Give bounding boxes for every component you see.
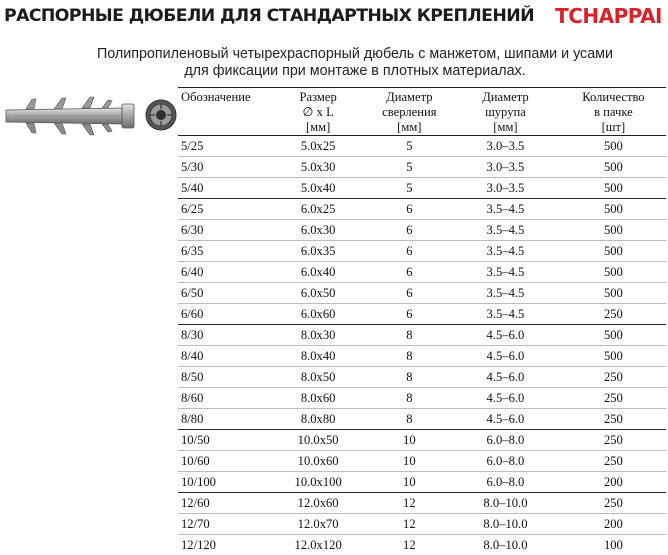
size-cell: 6.0x35	[268, 241, 369, 262]
size-cell: 6.0x60	[268, 304, 369, 325]
description-line-2: для фиксации при монтаже в плотных материалах.	[60, 63, 650, 80]
screw-diameter-cell: 3.5–4.5	[450, 304, 561, 325]
screw-diameter-cell: 6.0–8.0	[450, 472, 561, 493]
drill-diameter-cell: 6	[369, 283, 451, 304]
spec-table	[178, 87, 666, 555]
table-row	[178, 472, 666, 493]
quantity-cell: 250	[561, 493, 666, 514]
page-title: РАСПОРНЫЕ ДЮБЕЛИ ДЛЯ СТАНДАРТНЫХ КРЕПЛЕНИЙ	[4, 6, 534, 26]
designation-cell: 8/60	[178, 388, 268, 409]
plastic-dowel-icon	[4, 96, 144, 136]
drill-diameter-cell: 12	[369, 514, 451, 535]
quantity-cell: 250	[561, 430, 666, 451]
designation-cell: 10/60	[178, 451, 268, 472]
designation-cell: 12/120	[178, 535, 268, 555]
quantity-cell: 250	[561, 388, 666, 409]
header-line: Диаметр	[371, 90, 449, 105]
header-size	[268, 88, 369, 136]
table-header-row	[178, 88, 666, 136]
designation-cell: 12/70	[178, 514, 268, 535]
drill-diameter-cell: 6	[369, 220, 451, 241]
size-cell: 6.0x25	[268, 199, 369, 220]
header-line: Обозначение	[181, 90, 251, 104]
header-screw-diameter	[450, 88, 561, 136]
table-row	[178, 388, 666, 409]
screw-diameter-cell: 3.5–4.5	[450, 283, 561, 304]
quantity-cell: 250	[561, 304, 666, 325]
table-row	[178, 430, 666, 451]
quantity-cell: 500	[561, 136, 666, 157]
quantity-cell: 200	[561, 472, 666, 493]
size-cell: 8.0x80	[268, 409, 369, 430]
dowel-end-view-icon	[144, 98, 178, 132]
table-row	[178, 304, 666, 325]
size-cell: 10.0x50	[268, 430, 369, 451]
header-line: сверления	[371, 105, 449, 120]
size-cell: 6.0x40	[268, 262, 369, 283]
screw-diameter-cell: 3.0–3.5	[450, 178, 561, 199]
drill-diameter-cell: 12	[369, 493, 451, 514]
header-line: Количество	[563, 90, 664, 105]
drill-diameter-cell: 6	[369, 304, 451, 325]
table-row	[178, 241, 666, 262]
quantity-cell: 250	[561, 367, 666, 388]
drill-diameter-cell: 10	[369, 430, 451, 451]
table-row	[178, 262, 666, 283]
drill-diameter-cell: 5	[369, 157, 451, 178]
size-cell: 12.0x70	[268, 514, 369, 535]
table-row	[178, 157, 666, 178]
designation-cell: 10/50	[178, 430, 268, 451]
designation-cell: 6/35	[178, 241, 268, 262]
header-line: Размер	[270, 90, 367, 105]
quantity-cell: 500	[561, 262, 666, 283]
size-cell: 8.0x40	[268, 346, 369, 367]
quantity-cell: 100	[561, 535, 666, 555]
drill-diameter-cell: 8	[369, 409, 451, 430]
drill-diameter-cell: 8	[369, 346, 451, 367]
table-row	[178, 367, 666, 388]
header-pack-quantity	[561, 88, 666, 136]
screw-diameter-cell: 4.5–6.0	[450, 388, 561, 409]
designation-cell: 6/40	[178, 262, 268, 283]
screw-diameter-cell: 4.5–6.0	[450, 325, 561, 346]
drill-diameter-cell: 5	[369, 136, 451, 157]
screw-diameter-cell: 8.0–10.0	[450, 535, 561, 555]
screw-diameter-cell: 6.0–8.0	[450, 451, 561, 472]
header-drill-diameter	[369, 88, 451, 136]
table-row	[178, 493, 666, 514]
table-row	[178, 220, 666, 241]
quantity-cell: 500	[561, 157, 666, 178]
table-row	[178, 346, 666, 367]
designation-cell: 6/50	[178, 283, 268, 304]
screw-diameter-cell: 8.0–10.0	[450, 493, 561, 514]
quantity-cell: 500	[561, 199, 666, 220]
screw-diameter-cell: 8.0–10.0	[450, 514, 561, 535]
designation-cell: 6/30	[178, 220, 268, 241]
quantity-cell: 500	[561, 241, 666, 262]
size-cell: 12.0x60	[268, 493, 369, 514]
table-row	[178, 136, 666, 157]
screw-diameter-cell: 4.5–6.0	[450, 367, 561, 388]
description-line-1: Полипропиленовый четырехраспорный дюбель с манжетом, шипами и усами	[60, 46, 650, 63]
drill-diameter-cell: 8	[369, 388, 451, 409]
table-row	[178, 535, 666, 555]
drill-diameter-cell: 6	[369, 199, 451, 220]
designation-cell: 5/25	[178, 136, 268, 157]
size-cell: 8.0x50	[268, 367, 369, 388]
size-cell: 10.0x100	[268, 472, 369, 493]
screw-diameter-cell: 3.5–4.5	[450, 199, 561, 220]
designation-cell: 10/100	[178, 472, 268, 493]
drill-diameter-cell: 10	[369, 472, 451, 493]
screw-diameter-cell: 6.0–8.0	[450, 430, 561, 451]
designation-cell: 8/30	[178, 325, 268, 346]
header	[0, 0, 668, 34]
table-row	[178, 283, 666, 304]
screw-diameter-cell: 3.5–4.5	[450, 241, 561, 262]
size-cell: 12.0x120	[268, 535, 369, 555]
table-row	[178, 514, 666, 535]
screw-diameter-cell: 4.5–6.0	[450, 409, 561, 430]
header-line: [мм]	[270, 120, 367, 135]
quantity-cell: 250	[561, 409, 666, 430]
header-line: шурупа	[452, 105, 559, 120]
table-row	[178, 451, 666, 472]
product-image	[4, 96, 180, 136]
drill-diameter-cell: 8	[369, 325, 451, 346]
header-designation	[178, 88, 268, 136]
designation-cell: 8/40	[178, 346, 268, 367]
quantity-cell: 200	[561, 514, 666, 535]
screw-diameter-cell: 4.5–6.0	[450, 346, 561, 367]
table-row	[178, 325, 666, 346]
designation-cell: 6/60	[178, 304, 268, 325]
screw-diameter-cell: 3.5–4.5	[450, 262, 561, 283]
table-row	[178, 199, 666, 220]
drill-diameter-cell: 12	[369, 535, 451, 555]
header-line: ∅ x L	[270, 105, 367, 120]
drill-diameter-cell: 10	[369, 451, 451, 472]
designation-cell: 5/40	[178, 178, 268, 199]
brand-logo: TCHAPPAI	[555, 4, 662, 28]
screw-diameter-cell: 3.0–3.5	[450, 136, 561, 157]
designation-cell: 8/50	[178, 367, 268, 388]
size-cell: 10.0x60	[268, 451, 369, 472]
header-line: [мм]	[371, 120, 449, 135]
quantity-cell: 500	[561, 220, 666, 241]
quantity-cell: 500	[561, 346, 666, 367]
table-row	[178, 409, 666, 430]
size-cell: 6.0x30	[268, 220, 369, 241]
designation-cell: 12/60	[178, 493, 268, 514]
designation-cell: 5/30	[178, 157, 268, 178]
size-cell: 5.0x40	[268, 178, 369, 199]
size-cell: 6.0x50	[268, 283, 369, 304]
quantity-cell: 250	[561, 451, 666, 472]
header-line: [шт]	[563, 120, 664, 135]
drill-diameter-cell: 8	[369, 367, 451, 388]
quantity-cell: 500	[561, 325, 666, 346]
size-cell: 5.0x30	[268, 157, 369, 178]
screw-diameter-cell: 3.5–4.5	[450, 220, 561, 241]
quantity-cell: 500	[561, 178, 666, 199]
header-line: Диаметр	[452, 90, 559, 105]
drill-diameter-cell: 6	[369, 262, 451, 283]
designation-cell: 8/80	[178, 409, 268, 430]
size-cell: 8.0x30	[268, 325, 369, 346]
size-cell: 5.0x25	[268, 136, 369, 157]
drill-diameter-cell: 5	[369, 178, 451, 199]
size-cell: 8.0x60	[268, 388, 369, 409]
header-line: [мм]	[452, 120, 559, 135]
designation-cell: 6/25	[178, 199, 268, 220]
screw-diameter-cell: 3.0–3.5	[450, 157, 561, 178]
table-row	[178, 178, 666, 199]
quantity-cell: 500	[561, 283, 666, 304]
drill-diameter-cell: 6	[369, 241, 451, 262]
header-line: в пачке	[563, 105, 664, 120]
